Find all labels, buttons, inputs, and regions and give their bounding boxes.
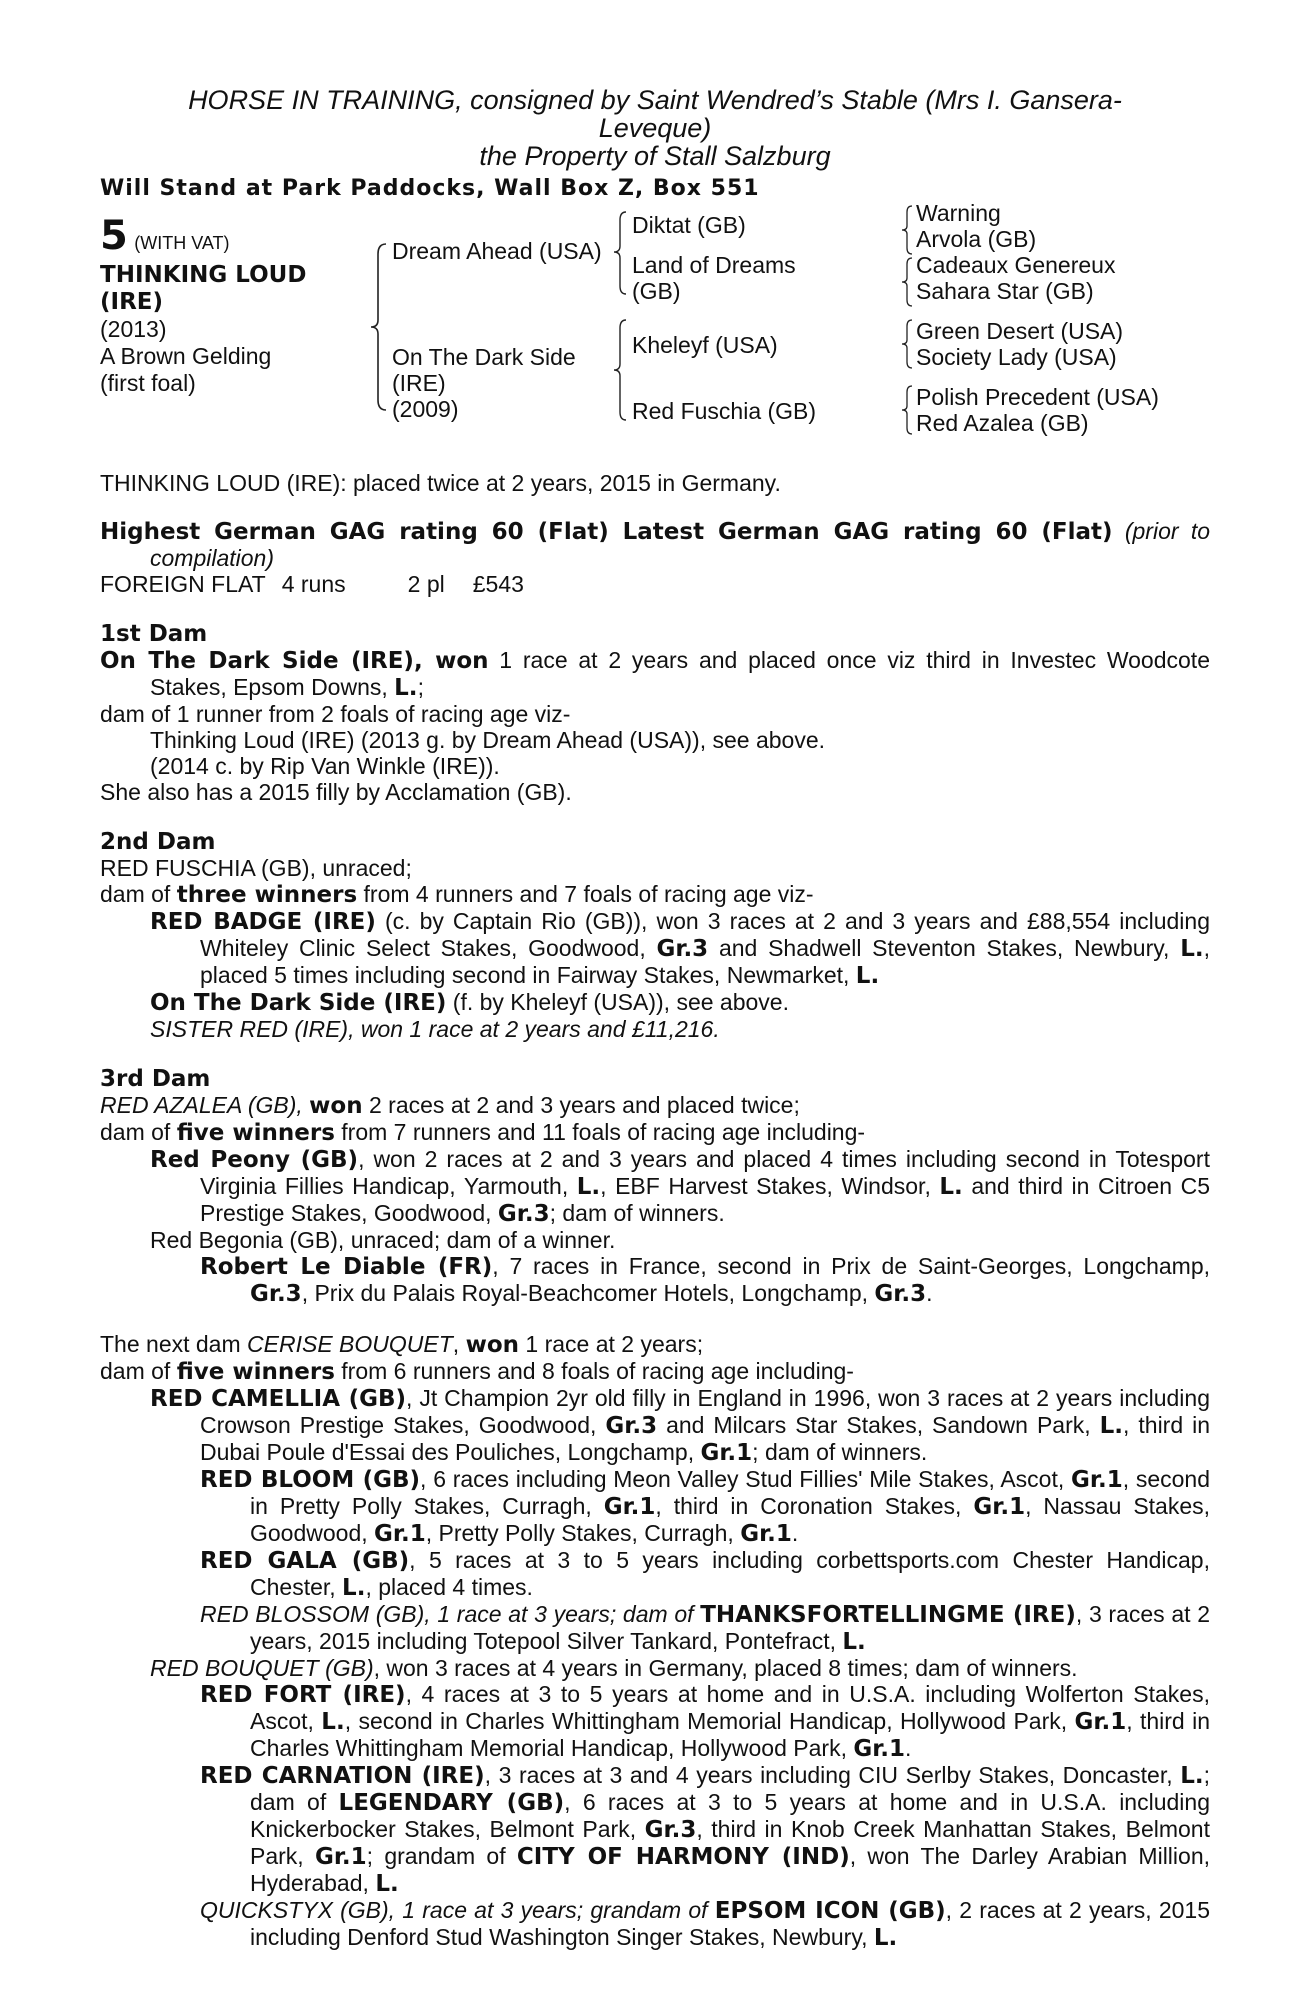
red-begonia-entry: Red Begonia (GB), unraced; dam of a winner. [150,1227,616,1253]
rating-text: Highest German GAG rating 60 (Flat) Latest German GAG rating 60 (Flat) [100,519,1113,545]
fourth-dam-record: The next dam CERISE BOUQUET, won 1 race at 2 years; [100,1331,704,1358]
catalogue-page [100,86,1210,1951]
foreign-flat-line [100,571,1210,597]
foreign-label: FOREIGN FLAT [100,571,266,597]
horse-description: A Brown Gelding [100,343,272,369]
ss-brace [900,204,916,256]
ds-brace [900,318,916,370]
ped-sss: Warning [916,200,1001,226]
rating-section [100,518,1210,597]
header-line-1: HORSE IN TRAINING, consigned by Saint Wendred’s Stable (Mrs I. Gansera- [188,85,1122,115]
quickstyx-entry: QUICKSTYX (GB), 1 race at 3 years; grandam of EPSOM ICON (GB), 2 races at 2 years, 2015 including Denford Stud Washington Singer Stakes, Newbury, L. [200,1897,1211,1951]
ped-ssd: Arvola (GB) [916,226,1037,252]
pedigree-block [100,200,1210,462]
ped-ddd: Red Azalea (GB) [916,410,1089,436]
sire-brace [612,210,632,296]
foreign-runs: 4 runs [281,571,346,597]
red-blossom-entry: RED BLOSSOM (GB), 1 race at 3 years; dam of THANKSFORTELLINGME (IRE), 3 races at 2 years, 2015 including Totepool Silver Tankard, Pontefract, L. [200,1601,1211,1655]
red-badge-entry: RED BADGE (IRE) (c. by Captain Rio (GB)), won 3 races at 2 and 3 years and £88,554 including Whiteley Clinic Select Stakes, Goodwood, Gr.3 and Shadwell Steventon Stakes, Newbury, L., placed 5 times including second in Fairway Stakes, Newmarket, L. [150,908,1210,989]
lot-number: 5 [100,213,128,259]
horse-name: THINKING LOUD [100,262,307,288]
horse-suffix: (IRE) [100,289,164,315]
produce-1: Thinking Loud (IRE) (2013 g. by Dream Ahead (USA)), see above. [150,727,826,753]
foreign-placed: 2 pl [407,571,445,597]
dam-dam: Red Fuschia (GB) [632,398,817,424]
dam-year: (2009) [392,396,459,422]
sire-name: Dream Ahead (USA) [392,238,602,264]
dam-suffix: (IRE) [392,370,446,396]
rating-line [100,518,1210,571]
vat-note: (WITH VAT) [134,233,230,253]
ped-sdd: Sahara Star (GB) [916,278,1094,304]
ped-sds: Cadeaux Genereux [916,252,1116,278]
sire-dam: Land of Dreams [632,252,796,278]
first-dam-heading: 1st Dam [100,621,208,647]
ped-dsd: Society Lady (USA) [916,344,1117,370]
consignor-header [100,86,1210,170]
foreign-money: £543 [472,571,524,597]
second-dam-section [100,829,1210,1042]
red-bloom-entry: RED BLOOM (GB), 6 races including Meon Valley Stud Fillies' Mile Stakes, Ascot, Gr.1, second in Pretty Polly Stakes, Curragh, Gr.1, third in Coronation Stakes, Gr.1, Nassau Stakes, Goodwood, Gr.1, Pretty Polly Stakes, Curragh, Gr.1. [200,1466,1211,1547]
second-dam-record: RED FUSCHIA (GB), unraced; [100,855,412,881]
third-dam-produce-intro: dam of five winners from 7 runners and 11 foals of racing age including- [100,1119,866,1146]
red-bouquet-entry: RED BOUQUET (GB), won 3 races at 4 years in Germany, placed 8 times; dam of winners. [150,1655,1078,1681]
sire-dam-suffix: (GB) [632,278,681,304]
robert-le-diable-entry: Robert Le Diable (FR), 7 races in France, second in Prix de Saint-Georges, Longchamp, Gr.3, Prix du Palais Royal-Beachcomer Hotels, Longchamp, Gr.3. [200,1253,1210,1307]
lot-number-line [100,213,230,259]
third-dam-heading: 3rd Dam [100,1066,211,1092]
dam-name: On The Dark Side [392,344,576,370]
red-peony-entry: Red Peony (GB), won 2 races at 2 and 3 years and placed 4 times including second in Totesport Virginia Fillies Handicap, Yarmouth, L., EBF Harvest Stakes, Windsor, L. and third in Citroen C5 Prestige Stakes, Goodwood, Gr.3; dam of winners. [150,1146,1211,1227]
second-dam-produce-intro: dam of three winners from 4 runners and 7 foals of racing age viz- [100,881,814,908]
red-fort-entry: RED FORT (IRE), 4 races at 3 to 5 years at home and in U.S.A. including Wolferton Stakes, Ascot, L., second in Charles Whittingham Memorial Handicap, Hollywood Park, Gr.1, third in Charles Whittingham Memorial Handicap, Hollywood Park, Gr.1. [200,1681,1210,1762]
race-summary: THINKING LOUD (IRE): placed twice at 2 years, 2015 in Germany. [100,470,781,496]
foal-note: (first foal) [100,370,196,396]
header-line-2: Leveque) [598,113,712,143]
dark-side-entry: On The Dark Side (IRE) (f. by Kheleyf (USA)), see above. [150,989,789,1016]
dam-sire: Kheleyf (USA) [632,332,778,358]
red-camellia-entry: RED CAMELLIA (GB), Jt Champion 2yr old filly in England in 1996, won 3 races at 2 years including Crowson Prestige Stakes, Goodwood, Gr.3 and Milcars Star Stakes, Sandown Park, L., third in Dubai Poule d'Essai des Pouliches, Longchamp, Gr.1; dam of winners. [150,1385,1211,1466]
red-carnation-entry: RED CARNATION (IRE), 3 races at 3 and 4 years including CIU Serlby Stakes, Doncaster, L.; dam of LEGENDARY (GB), 6 races at 3 to 5 years at home and in U.S.A. including Knickerbocker Stakes, Belmont Park, Gr.3, third in Knob Creek Manhattan Stakes, Belmont Park, Gr.1; grandam of CITY OF HARMONY (IND), won The Darley Arabian Million, Hyderabad, L. [200,1762,1211,1897]
horse-year: (2013) [100,316,167,342]
third-dam-record: RED AZALEA (GB), won 2 races at 2 and 3 years and placed twice; [100,1092,800,1119]
sire-sire: Diktat (GB) [632,212,746,238]
fourth-dam-section [100,1331,1210,1951]
sister-red-entry: SISTER RED (IRE), won 1 race at 2 years and £11,216. [150,1016,720,1042]
stand-location: Will Stand at Park Paddocks, Wall Box Z, Box 551 [100,176,760,201]
first-dam-produce-intro: dam of 1 runner from 2 foals of racing age viz- [100,701,571,727]
header-line-3: the Property of Stall Salzburg [479,141,831,171]
produce-2: (2014 c. by Rip Van Winkle (IRE)). [150,753,500,779]
fourth-dam-produce-intro: dam of five winners from 6 runners and 8 foals of racing age including- [100,1358,854,1385]
first-dam-note: She also has a 2015 filly by Acclamation (GB). [100,779,572,805]
second-dam-heading: 2nd Dam [100,829,216,855]
ped-dds: Polish Precedent (USA) [916,384,1159,410]
rating-note: (prior to compilation) [150,518,1210,571]
red-gala-entry: RED GALA (GB), 5 races at 3 to 5 years including corbettsports.com Chester Handicap, Chester, L., placed 4 times. [200,1547,1210,1601]
first-dam-record: On The Dark Side (IRE), won 1 race at 2 years and placed once viz third in Investec Woodcote Stakes, Epsom Downs, L.; [100,647,1210,701]
third-dam-section [100,1066,1210,1307]
first-dam-section [100,621,1210,805]
main-brace [368,242,392,412]
ped-dss: Green Desert (USA) [916,318,1124,344]
dd-brace [900,384,916,436]
sd-brace [900,256,916,308]
dam-brace [612,318,632,422]
